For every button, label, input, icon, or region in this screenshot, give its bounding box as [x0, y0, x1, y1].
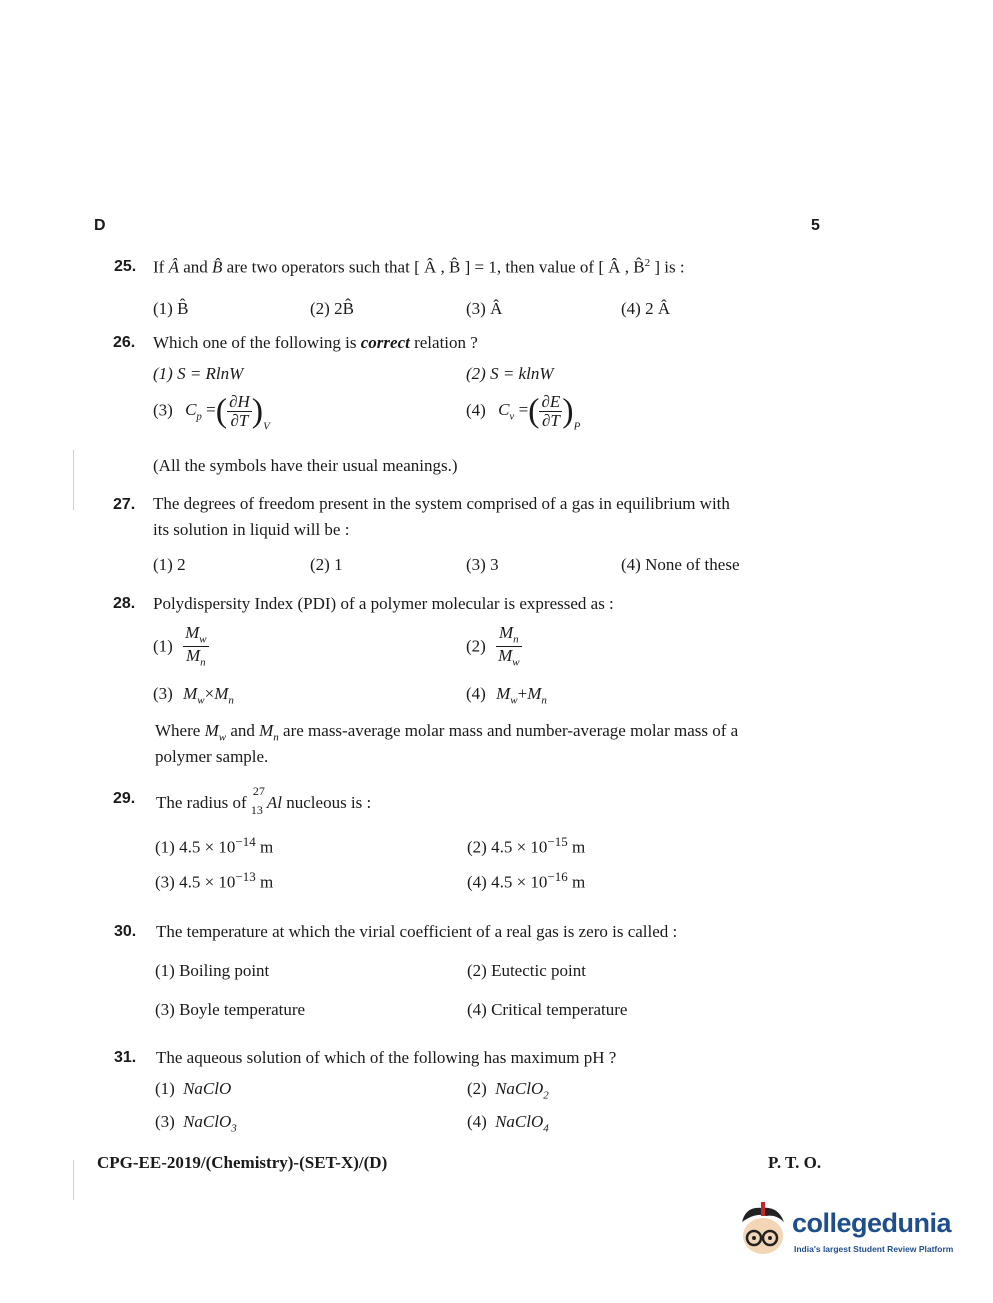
option-3: (3) Â: [466, 299, 503, 318]
option-1: (1) S = RlnW: [153, 364, 244, 383]
option-3: (3) NaClO$_3$: [155, 1112, 237, 1135]
option-2: (2) Eutectic point: [467, 961, 586, 980]
question-number: 26.: [113, 334, 136, 351]
option-4: (4) Critical temperature: [467, 1000, 628, 1019]
question-note-line2: polymer sample.: [155, 747, 269, 766]
set-letter: D: [94, 217, 106, 234]
option-1: (1) $4.5 \times 10^{-14}$ m: [155, 834, 274, 857]
watermark-tagline: India's largest Student Review Platform: [794, 1244, 954, 1254]
mascot-icon: [736, 1200, 790, 1258]
option-3: (3) 3: [466, 555, 499, 574]
option-2: (2) S = klnW: [466, 364, 554, 383]
option-4: (4) $M_w+M_n$: [466, 684, 547, 707]
page-turn-note: P. T. O.: [768, 1153, 822, 1172]
option-1: (1) $\frac{M_w}{M_n}$: [153, 623, 207, 669]
question-text-line2: its solution in liquid will be :: [153, 520, 350, 539]
option-3: (3) $M_w\times M_n$: [153, 684, 234, 707]
option-1: (1) NaClO: [155, 1079, 232, 1098]
option-3: (3) $C_p$ =( $\frac{\partial H}{\partial T}$ )$_V$: [153, 392, 270, 433]
option-3: (3) $4.5 \times 10^{-13}$ m: [155, 869, 274, 892]
option-2: (2) 1: [310, 555, 343, 574]
scan-margin-line: [73, 1160, 74, 1200]
watermark-logo: [736, 1200, 966, 1260]
option-4: (4) $4.5 \times 10^{-16}$ m: [467, 869, 586, 892]
question-number: 27.: [113, 496, 136, 513]
question-text: The radius of 27 13 Al nucleous is :: [156, 784, 372, 817]
question-text: Which one of the following is correct relation ?: [153, 333, 478, 352]
watermark-brand: collegedunia: [792, 1208, 952, 1238]
question-number: 28.: [113, 595, 136, 612]
question-text: The temperature at which the virial coefficient of a real gas is zero is called :: [156, 922, 678, 941]
option-4: (4) 2 Â: [621, 299, 671, 318]
option-2: (2) $\frac{M_n}{M_w}$: [466, 623, 520, 669]
question-number: 25.: [114, 258, 137, 275]
option-1: (1) 2: [153, 555, 186, 574]
option-2: (2) $4.5 \times 10^{-15}$ m: [467, 834, 586, 857]
option-2: (2) 2B̂: [310, 299, 354, 318]
paper-code: CPG-EE-2019/(Chemistry)-(SET-X)/(D): [97, 1153, 388, 1172]
option-4: (4) None of these: [621, 555, 740, 574]
option-1: (1) B̂: [153, 299, 189, 318]
option-2: (2) NaClO$_2$: [467, 1079, 549, 1102]
question-note: Where $M_w$ and $M_n$ are mass-average molar mass and number-average molar mass of a: [155, 721, 739, 744]
option-3: (3) Boyle temperature: [155, 1000, 306, 1019]
question-note: (All the symbols have their usual meanings.): [153, 456, 458, 475]
question-text: The aqueous solution of which of the following has maximum pH ?: [156, 1048, 617, 1067]
scan-margin-line: [73, 450, 74, 510]
option-4: (4) NaClO$_4$: [467, 1112, 549, 1135]
question-number: 31.: [114, 1049, 137, 1066]
option-4: (4) $C_v$ =( $\frac{\partial E}{\partial T}$ )$_P$: [466, 392, 581, 433]
question-text: If Â and B̂ are two operators such that [ Â , B̂ ] = 1, then value of [ Â , B̂$^2$ ] is :: [153, 257, 685, 277]
question-number: 30.: [114, 923, 137, 940]
page-number: 5: [811, 217, 820, 234]
question-number: 29.: [113, 790, 136, 807]
option-1: (1) Boiling point: [155, 961, 270, 980]
question-text: The degrees of freedom present in the system comprised of a gas in equilibrium with: [153, 494, 730, 513]
question-text: Polydispersity Index (PDI) of a polymer molecular is expressed as :: [153, 594, 614, 613]
